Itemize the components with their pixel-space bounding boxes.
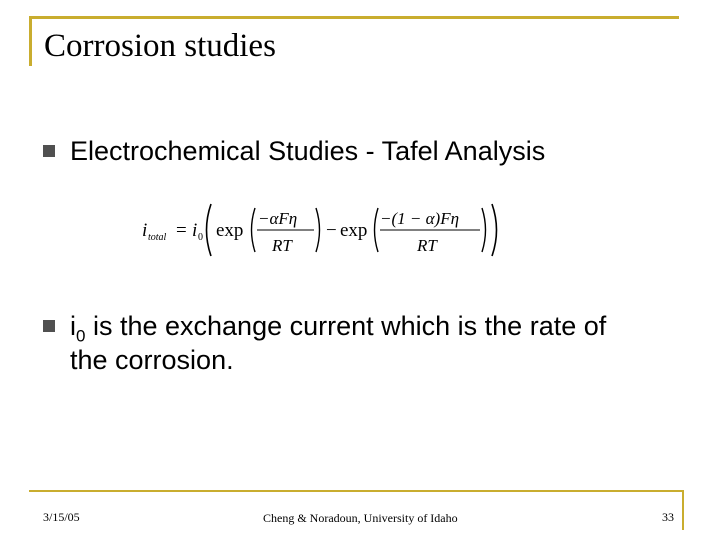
formula-i: i [142,220,148,241]
formula-total-subscript: total [148,232,167,243]
tafel-equation [140,200,510,260]
title-frame-left-rule [29,16,32,66]
formula-equals: = [176,220,187,241]
formula-exp-2: exp [340,220,368,241]
paren-1-right [316,208,320,252]
formula-exp-1: exp [216,220,244,241]
paren-2-right [482,208,486,252]
bullet-2-line1-text: is the exchange current which is the rate of [85,311,607,341]
slide-title: Corrosion studies [44,28,276,64]
outer-left-paren [207,204,212,256]
footer-right-rule [682,490,684,530]
formula-numerator-1: −αFη [258,209,298,228]
bullet-square-icon [43,145,55,157]
formula-i0-subscript: 0 [198,232,203,243]
formula-minus: − [326,220,337,241]
bullet-electrochemical-studies: Electrochemical Studies - Tafel Analysis [70,136,546,166]
footer-rule [29,490,684,492]
formula-i0: i [192,220,198,241]
title-frame-top-rule [29,16,679,19]
formula-denominator-2: RT [417,236,437,255]
formula-numerator-2: −(1 − α)Fη [380,209,460,228]
footer-authors: Cheng & Noradoun, University of Idaho [263,511,458,525]
footer-page-number: 33 [662,510,674,524]
i0-subscript: 0 [76,326,86,346]
bullet-square-icon [43,320,55,332]
bullet-exchange-current-line2: the corrosion. [70,345,234,375]
paren-2-left [375,208,379,252]
paren-1-left [252,208,256,252]
formula-denominator-1: RT [272,236,292,255]
footer-date: 3/15/05 [43,510,80,524]
outer-right-paren [492,204,497,256]
i0-symbol: i [70,311,76,341]
